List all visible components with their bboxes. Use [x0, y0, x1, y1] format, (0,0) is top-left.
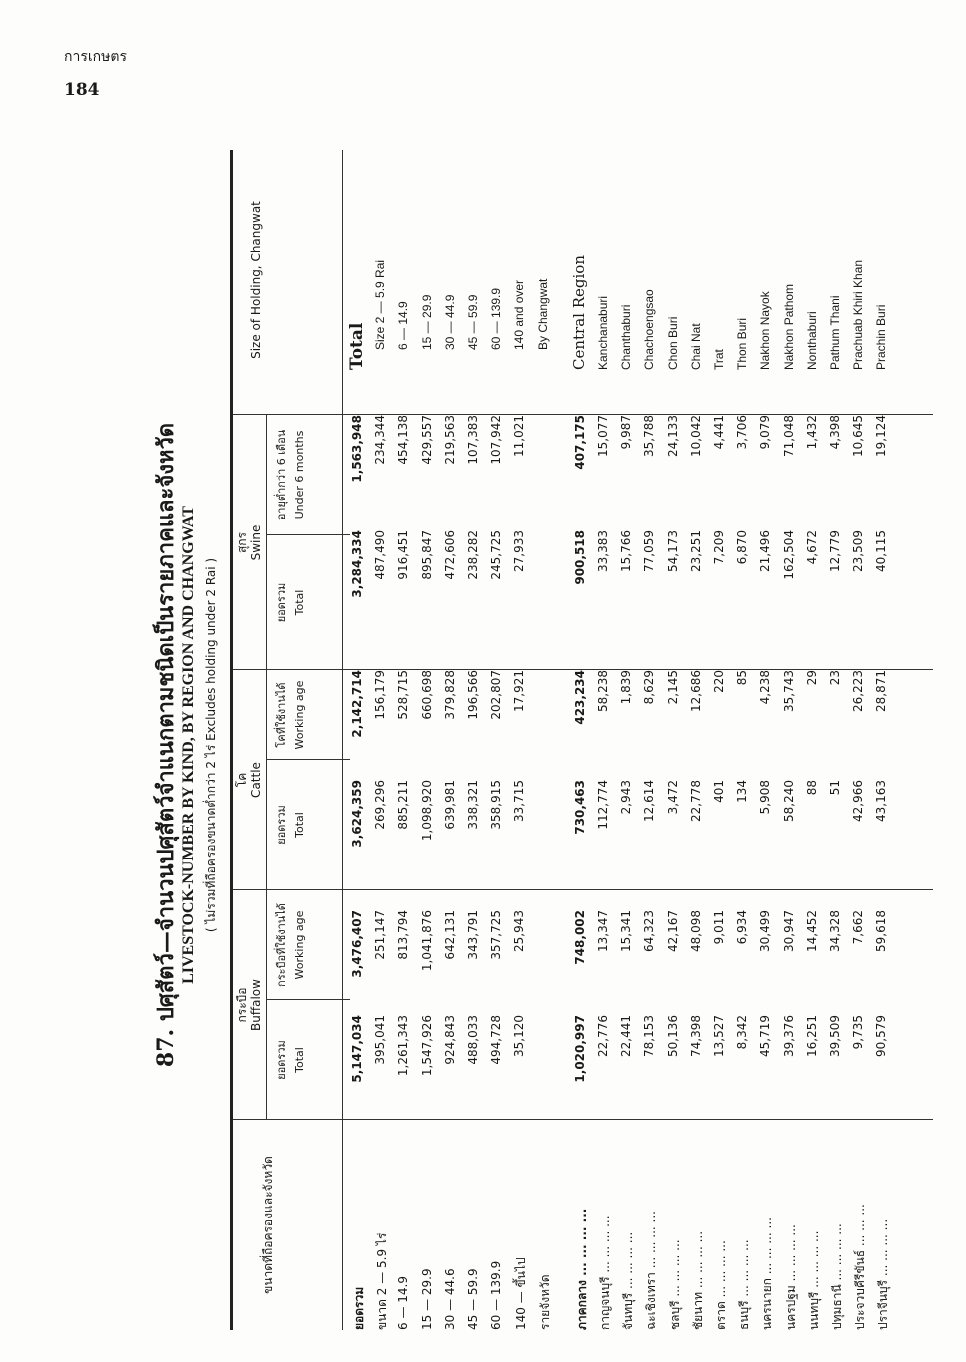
- group-header-thai: กระบือ: [235, 987, 249, 1023]
- subheader-english: Total: [293, 812, 306, 838]
- row-label-thai: นครนายก ... ... ... ...: [760, 1217, 775, 1330]
- row-label-english: Chon Buri: [665, 316, 680, 370]
- group-header-english: Buffalow: [249, 979, 263, 1031]
- table-title-english: LIVESTOCK-NUMBER BY KIND, BY REGION AND CHANGWAT: [180, 506, 197, 984]
- table-cell: 34,328: [828, 910, 842, 952]
- table-cell: 23: [828, 670, 842, 686]
- table-cell: 22,776: [596, 1015, 610, 1057]
- table-cell: 9,735: [851, 1015, 866, 1050]
- table-cell: 7,662: [851, 910, 866, 945]
- table-cell: 8,629: [642, 670, 657, 705]
- table-cell: 64,323: [642, 910, 657, 952]
- row-label-english: Chanthaburi: [619, 304, 634, 370]
- column-rule: [233, 1119, 933, 1120]
- table-cell: 3,624,359: [350, 780, 364, 848]
- table-cell: 54,173: [665, 530, 680, 572]
- row-label-thai: ฉะเชิงเทรา ... ... ... ...: [644, 1211, 659, 1330]
- table-cell: 1,839: [619, 670, 634, 705]
- table-cell: 379,828: [442, 670, 457, 720]
- table-cell: 1,020,997: [572, 1015, 587, 1083]
- table-cell: 488,033: [466, 1015, 480, 1065]
- row-label-english: Chai Nat: [688, 323, 703, 370]
- group-header-thai: โค: [235, 772, 249, 788]
- table-cell: 162,504: [781, 530, 796, 580]
- table-cell: 900,518: [572, 530, 587, 585]
- table-cell: 30,499: [758, 910, 773, 952]
- subheader-english: Working age: [293, 910, 306, 980]
- table-cell: 29: [804, 670, 819, 686]
- table-cell: 17,921: [512, 670, 527, 712]
- table-cell: 35,788: [642, 415, 657, 457]
- table-cell: 4,672: [804, 530, 819, 565]
- table-cell: 78,153: [642, 1015, 657, 1057]
- table-cell: 90,579: [874, 1015, 889, 1057]
- table-cell: 234,344: [373, 415, 388, 465]
- table-cell: 395,041: [373, 1015, 388, 1065]
- table-cell: 338,321: [466, 780, 480, 830]
- row-label-thai: 30 — 44.6: [442, 1268, 457, 1330]
- table-cell: 429,557: [419, 415, 434, 465]
- table-cell: 156,179: [373, 670, 388, 720]
- table-cell: 13,527: [712, 1015, 726, 1057]
- table-cell: 9,987: [619, 415, 634, 450]
- row-label-english: 140 and over: [512, 279, 527, 350]
- table-cell: 28,871: [874, 670, 889, 712]
- table-cell: 26,223: [851, 670, 866, 712]
- row-label-thai: นนทบุรี ... ... ... ...: [806, 1230, 821, 1330]
- table-cell: 71,048: [781, 415, 796, 457]
- table-cell: 202,807: [489, 670, 504, 720]
- row-label-english: 30 — 44.9: [442, 294, 457, 350]
- table-cell: 251,147: [373, 910, 388, 960]
- table-cell: 4,398: [828, 415, 842, 450]
- row-label-english: Prachuab Khiri Khan: [851, 259, 866, 370]
- subheader-thai: ยอดรวม: [275, 582, 288, 623]
- table-cell: 51: [828, 780, 842, 796]
- table-cell: 472,606: [442, 530, 457, 580]
- table-cell: 59,618: [874, 910, 889, 952]
- table-cell: 7,209: [712, 530, 726, 565]
- table-cell: 74,398: [688, 1015, 703, 1057]
- table-cell: 8,342: [735, 1015, 750, 1050]
- table-cell: 88: [804, 780, 819, 796]
- stub-header-thai: ขนาดที่ถือครองและจังหวัด: [261, 1156, 275, 1294]
- table-cell: 813,794: [396, 910, 411, 960]
- table-cell: 35,743: [781, 670, 796, 712]
- table-cell: 6,934: [735, 910, 750, 945]
- row-label-english: 6 — 14.9: [396, 301, 411, 350]
- table-cell: 19,124: [874, 415, 889, 457]
- table-cell: 885,211: [396, 780, 411, 830]
- table-cell: 24,133: [665, 415, 680, 457]
- table-cell: 916,451: [396, 530, 411, 580]
- table-cell: 42,966: [851, 780, 866, 822]
- subheader-english: Total: [293, 589, 306, 616]
- rotated-table-page: [140, 130, 946, 1360]
- row-label-thai: ชลบุรี ... ... ... ...: [667, 1239, 682, 1330]
- table-cell: 43,163: [874, 780, 889, 822]
- table-cell: 3,284,334: [350, 530, 364, 598]
- table-title-thai: 87. ปศุสัตว์—จำนวนปศุสัตว์จำแนกตามชนิดเป็นรายภาคและจังหวัด: [153, 422, 179, 1068]
- header-bottom-rule: [342, 150, 343, 1330]
- row-label-english: Prachin Buri: [874, 304, 889, 370]
- table-cell: 660,698: [419, 670, 434, 720]
- table-cell: 39,376: [781, 1015, 796, 1057]
- table-cell: 15,341: [619, 910, 634, 952]
- subheader-thai: โคที่ใช้งานได้: [275, 682, 288, 748]
- row-label-thai: ธนบุรี ... ... ... ...: [737, 1239, 752, 1330]
- table-cell: 1,098,920: [419, 780, 434, 842]
- table-cell: 895,847: [419, 530, 434, 580]
- subheader-thai: กระบือที่ใช้งานได้: [275, 903, 288, 987]
- row-label-thai: 15 — 29.9: [419, 1268, 434, 1330]
- table-cell: 401: [712, 780, 726, 803]
- row-label-thai: ตราด ... ... ... ...: [714, 1240, 728, 1330]
- row-label-english: Nakhon Pathom: [781, 283, 796, 370]
- column-rule: [233, 889, 933, 890]
- table-cell: 487,490: [373, 530, 388, 580]
- row-label-english: 60 — 139.9: [489, 287, 504, 350]
- row-label-thai: ภาคกลาง ... ... ... ...: [574, 1208, 589, 1330]
- row-label-thai: ชัยนาท ... ... ... ...: [690, 1230, 705, 1330]
- table-cell: 107,383: [466, 415, 480, 465]
- table-cell: 2,943: [619, 780, 634, 815]
- table-cell: 85: [735, 670, 750, 686]
- table-cell: 9,079: [758, 415, 773, 450]
- table-cell: 4,441: [712, 415, 726, 450]
- table-cell: 30,947: [781, 910, 796, 952]
- row-label-thai: จันทบุรี ... ... ... ...: [621, 1231, 636, 1330]
- table-cell: 10,042: [688, 415, 703, 457]
- table-cell: 9,011: [712, 910, 726, 945]
- table-cell: 5,908: [758, 780, 773, 815]
- row-label-thai: ยอดรวม: [352, 1286, 366, 1330]
- table-cell: 3,472: [665, 780, 680, 815]
- group-header-english: Swine: [249, 524, 263, 561]
- row-label-english: Total: [347, 322, 367, 370]
- row-label-thai: ปราจีนบุรี ... ... ... ...: [876, 1218, 891, 1330]
- table-cell: 196,566: [466, 670, 480, 720]
- row-label-thai: รายจังหวัด: [537, 1274, 552, 1330]
- top-rule: [230, 150, 233, 1330]
- row-label-thai: ขนาด 2 — 5.9 ไร่: [375, 1232, 390, 1330]
- row-label-english: Central Region: [569, 255, 588, 370]
- stub-header-english: Size of Holding, Changwat: [249, 201, 263, 359]
- table-cell: 639,981: [442, 780, 457, 830]
- table-cell: 454,138: [396, 415, 411, 465]
- table-cell: 528,715: [396, 670, 411, 720]
- running-header-category: การเกษตร: [64, 49, 127, 65]
- row-label-english: Chachoengsao: [642, 289, 657, 370]
- table-cell: 1,432: [804, 415, 819, 450]
- table-cell: 343,791: [466, 910, 480, 960]
- group-header-thai: สุกร: [235, 531, 249, 554]
- table-cell: 924,843: [442, 1015, 457, 1065]
- row-label-thai: ประจวบคีรีขันธ์ ... ... ...: [853, 1204, 868, 1330]
- table-cell: 13,347: [596, 910, 610, 952]
- row-label-thai: ปทุมธานี ... ... ... ...: [830, 1223, 844, 1330]
- table-cell: 112,774: [596, 780, 610, 830]
- table-cell: 238,282: [466, 530, 480, 580]
- row-label-english: Nonthaburi: [804, 311, 819, 370]
- table-cell: 134: [735, 780, 750, 803]
- table-cell: 423,234: [572, 670, 587, 725]
- table-cell: 42,167: [665, 910, 680, 952]
- table-cell: 748,002: [572, 910, 587, 965]
- row-label-english: 15 — 29.9: [419, 294, 434, 350]
- table-cell: 16,251: [804, 1015, 819, 1057]
- table-cell: 2,145: [665, 670, 680, 705]
- table-cell: 23,251: [688, 530, 703, 572]
- row-label-thai: 140 — ขึ้นไป: [514, 1257, 529, 1330]
- table-cell: 6,870: [735, 530, 750, 565]
- table-cell: 45,719: [758, 1015, 773, 1057]
- table-cell: 3,476,407: [350, 910, 364, 978]
- subheader-english: Under 6 months: [293, 430, 306, 520]
- page-number: 184: [64, 80, 100, 100]
- subheader-thai: ยอดรวม: [275, 1040, 288, 1080]
- row-label-thai: นครปฐม ... ... ... ...: [783, 1224, 798, 1330]
- table-cell: 12,614: [642, 780, 657, 822]
- table-cell: 25,943: [512, 910, 527, 952]
- table-cell: 220: [712, 670, 726, 693]
- group-header-english: Cattle: [249, 762, 263, 798]
- row-label-english: Thon Buri: [735, 317, 750, 370]
- table-cell: 12,686: [688, 670, 703, 712]
- subheader-thai: อายุต่ำกว่า 6 เดือน: [275, 429, 288, 521]
- row-label-thai: 45 — 59.9: [466, 1268, 480, 1330]
- table-cell: 14,452: [804, 910, 819, 952]
- subheader-thai: ยอดรวม: [275, 805, 288, 845]
- table-cell: 642,131: [442, 910, 457, 960]
- table-cell: 245,725: [489, 530, 504, 580]
- table-cell: 21,496: [758, 530, 773, 572]
- row-label-english: Trat: [712, 349, 726, 370]
- table-cell: 1,261,343: [396, 1015, 411, 1077]
- row-label-english: Kanchanaburi: [596, 295, 610, 370]
- subheader-english: Total: [293, 1047, 306, 1073]
- table-cell: 1,563,948: [350, 415, 364, 483]
- table-cell: 22,778: [688, 780, 703, 822]
- table-cell: 15,077: [596, 415, 610, 457]
- row-label-thai: กาญจนบุรี ... ... ... ...: [598, 1215, 612, 1330]
- table-cell: 2,142,714: [350, 670, 364, 738]
- table-cell: 39,509: [828, 1015, 842, 1057]
- table-cell: 58,240: [781, 780, 796, 822]
- row-label-english: Nakhon Nayok: [758, 291, 773, 370]
- table-cell: 358,915: [489, 780, 504, 830]
- table-cell: 12,779: [828, 530, 842, 572]
- row-label-english: 45 — 59.9: [466, 294, 480, 350]
- table-cell: 40,115: [874, 530, 889, 572]
- table-cell: 50,136: [665, 1015, 680, 1057]
- table-cell: 11,021: [512, 415, 527, 457]
- table-cell: 494,728: [489, 1015, 504, 1065]
- table-cell: 357,725: [489, 910, 504, 960]
- group-header-rule: [266, 415, 267, 1120]
- table-cell: 3,706: [735, 415, 750, 450]
- table-cell: 730,463: [572, 780, 587, 835]
- row-label-english: By Changwat: [535, 278, 550, 350]
- row-label-english: Size 2 — 5.9 Rai: [373, 259, 388, 350]
- row-label-english: Pathum Thani: [828, 295, 842, 370]
- table-cell: 33,383: [596, 530, 610, 572]
- table-cell: 269,296: [373, 780, 388, 830]
- table-cell: 15,766: [619, 530, 634, 572]
- table-cell: 4,238: [758, 670, 773, 705]
- table-cell: 22,441: [619, 1015, 634, 1057]
- table-cell: 10,645: [851, 415, 866, 457]
- table-note: ( ไม่รวมที่ถือครองขนาดต่ำกว่า 2 ไร่ Excludes holding under 2 Rai ): [204, 557, 218, 933]
- table-cell: 23,509: [851, 530, 866, 572]
- table-cell: 107,942: [489, 415, 504, 465]
- table-cell: 48,098: [688, 910, 703, 952]
- table-cell: 77,059: [642, 530, 657, 572]
- table-cell: 1,041,876: [419, 910, 434, 972]
- row-label-thai: 60 — 139.9: [489, 1260, 504, 1330]
- table-cell: 5,147,034: [350, 1015, 364, 1083]
- table-cell: 219,563: [442, 415, 457, 465]
- table-cell: 27,933: [512, 530, 527, 572]
- subheader-english: Working age: [293, 680, 306, 750]
- table-cell: 33,715: [512, 780, 527, 822]
- row-label-thai: 6 — 14.9: [396, 1276, 411, 1330]
- table-cell: 407,175: [572, 415, 587, 470]
- table-cell: 35,120: [512, 1015, 527, 1057]
- table-cell: 1,547,926: [419, 1015, 434, 1077]
- table-cell: 58,238: [596, 670, 610, 712]
